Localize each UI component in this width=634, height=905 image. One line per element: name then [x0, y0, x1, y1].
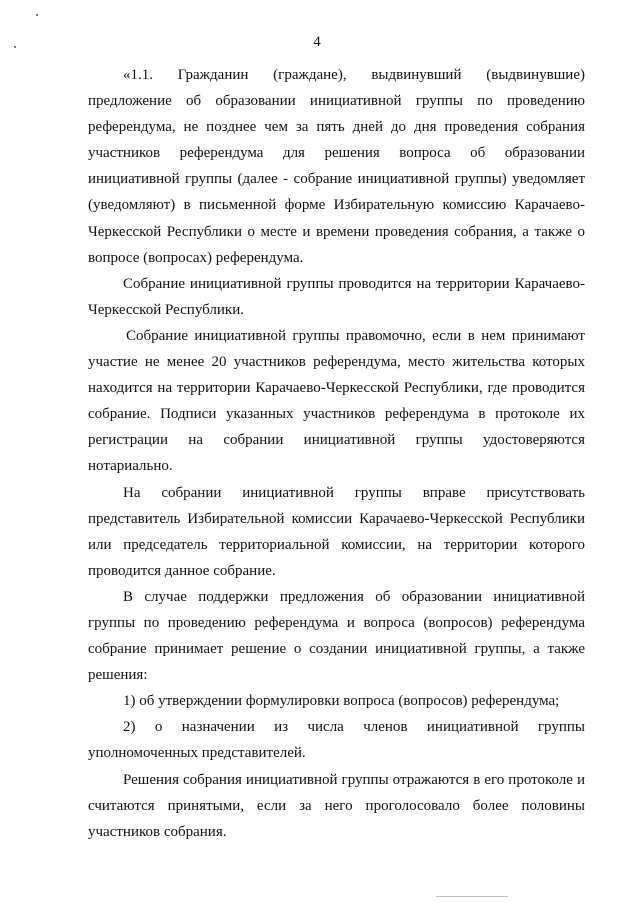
paragraph-1-1: «1.1. Гражданин (граждане), выдвинувший (выдвинувшие) предложение об образовании инициативной группы по проведению референдума, не позднее чем за пять дней до дня проведения собрания участников референдума для решения вопроса об образовании инициативной группы (далее - собрание инициативной группы) уведомляет (уведомляют) в письменной форме Избирательную комиссию Карачаево-Черкесской Республики о месте и времени проведения собрания, а также о вопросе (вопросах) референдума.	[88, 67, 585, 266]
scan-speck	[36, 14, 38, 16]
paragraph-protocol: Решения собрания инициативной группы отражаются в его протоколе и считаются принятыми, если за него проголосовало более половины участников собрания.	[88, 771, 585, 840]
paragraph-quorum: Собрание инициативной группы правомочно, если в нем принимают участие не менее 20 участников референдума, место жительства которых находится на территории Карачаево-Черкесской Республики, где проводится собрание. Подписи указанных участников референдума в протоколе их регистрации на собрании инициативной группы удостоверяются нотариально.	[88, 327, 585, 475]
list-item-2: 2) о назначении из числа членов инициативной группы уполномоченных представителей.	[88, 719, 585, 762]
paragraph-attendance: На собрании инициативной группы вправе присутствовать представитель Избирательной комиссии Карачаево-Черкесской Республики или председатель территориальной комиссии, на территории которого проводится данное собрание.	[88, 484, 585, 579]
paragraph-decision: В случае поддержки предложения об образовании инициативной группы по проведению референдума и вопроса (вопросов) референдума собрание принимает решение о создании инициативной группы, а также решения:	[88, 588, 585, 684]
list-item-1: 1) об утверждении формулировки вопроса (вопросов) референдума;	[123, 693, 560, 710]
scan-artifact	[436, 896, 508, 897]
paragraph-meeting-location: Собрание инициативной группы проводится на территории Карачаево-Черкесской Республики.	[88, 275, 585, 318]
page-number: 4	[313, 34, 321, 50]
document-body	[88, 62, 585, 845]
